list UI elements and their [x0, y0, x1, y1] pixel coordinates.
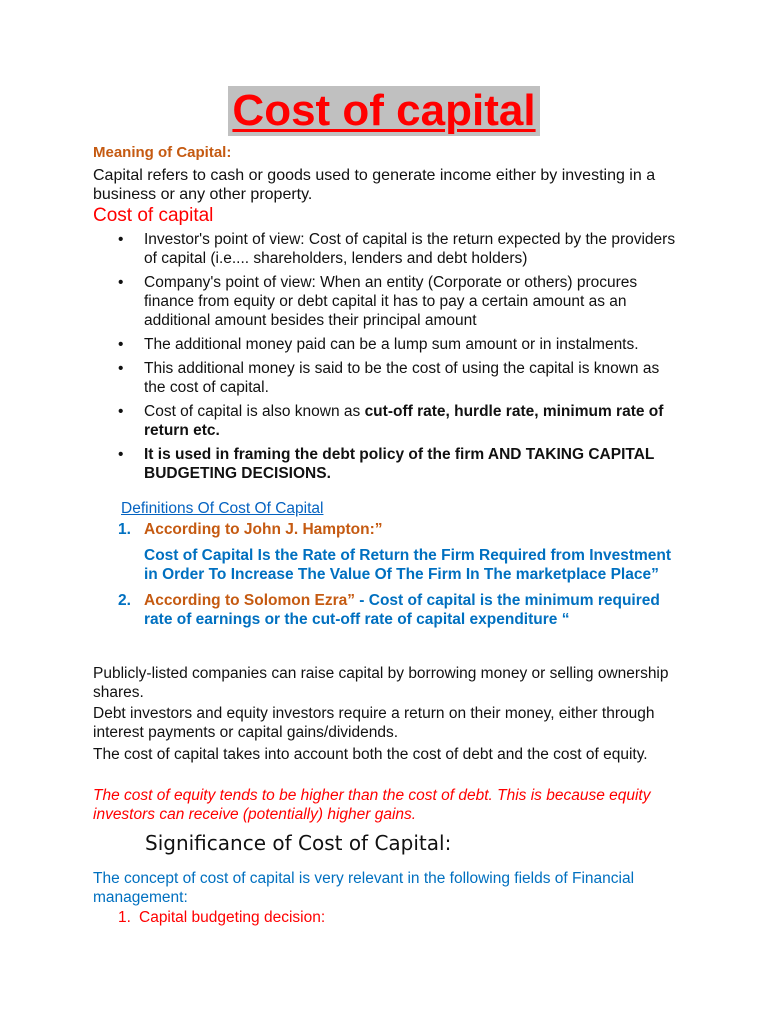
bullet-text: The additional money paid can be a lump sum amount or in instalments.: [144, 336, 639, 354]
bullet-text-bold: It is used in framing the debt policy of the firm AND TAKING CAPITAL BUDGETING DECISIONS.: [144, 445, 655, 482]
bullet-icon: •: [118, 273, 124, 291]
bullet-icon: •: [118, 402, 124, 420]
list-item: [118, 273, 678, 331]
paragraph: Debt investors and equity investors require a return on their money, either through interest payments or capital gains/dividends.: [93, 705, 655, 742]
bullet-text-bold: cut-off rate, hurdle rate, minimum rate of return etc.: [144, 402, 664, 439]
meaning-text: Capital refers to cash or goods used to generate income either by investing in a business or any other property.: [93, 166, 656, 203]
definitions-heading: Definitions Of Cost Of Capital: [121, 500, 324, 517]
list-item: [118, 230, 678, 268]
list-number: 1.: [118, 909, 131, 926]
paragraph: Publicly-listed companies can raise capital by borrowing money or selling ownership shares.: [93, 665, 669, 702]
definitions-list: [118, 520, 678, 630]
page-title: Cost of capital: [228, 86, 539, 136]
cost-of-capital-heading: Cost of capital: [93, 205, 214, 226]
list-item: [118, 335, 678, 354]
meaning-heading: Meaning of Capital:: [93, 144, 232, 161]
bullet-text: Company's point of view: When an entity (Corporate or others) procures finance from equity or debt capital it has to pay a certain amount as an additional amount besides their principal amount: [144, 273, 638, 330]
definition-quote: - Cost of capital is the minimum required rate of earnings or the cut-off rate of capital expenditure “: [144, 591, 660, 628]
significance-intro: The concept of cost of capital is very relevant in the following fields of Financial management:: [93, 870, 635, 907]
bullet-text: This additional money is said to be the cost of using the capital is known as the cost of capital.: [144, 359, 660, 396]
capital-budgeting-item: Capital budgeting decision:: [139, 909, 326, 926]
definition-author: According to John J. Hampton:”: [144, 521, 383, 538]
bullet-text-plain: Cost of capital is also known as: [144, 402, 365, 420]
list-item: [118, 359, 678, 397]
paragraph: The cost of capital takes into account both the cost of debt and the cost of equity.: [93, 746, 648, 763]
list-item: [118, 591, 678, 630]
bullet-icon: •: [118, 445, 124, 463]
list-item: [118, 445, 678, 483]
definition-quote: Cost of Capital Is the Rate of Return the Firm Required from Investment in Order To Increase The Value Of The Firm In The marketplace Place”: [144, 546, 672, 583]
list-item: [118, 402, 678, 440]
list-number: 1.: [118, 521, 131, 538]
list-item: [118, 909, 325, 927]
bullet-icon: •: [118, 336, 124, 354]
bullet-text: Investor's point of view: Cost of capital is the return expected by the providers of capital (i.e.... shareholders, lenders and debt holders): [144, 231, 676, 268]
cost-bullet-list: [118, 230, 678, 487]
list-item: [118, 520, 678, 585]
title-wrapper: [0, 86, 768, 136]
meaning-section: [93, 143, 693, 205]
definition-author: According to Solomon Ezra”: [144, 591, 355, 609]
significance-heading: Significance of Cost of Capital:: [145, 831, 452, 855]
bullet-icon: •: [118, 231, 124, 248]
bullet-icon: •: [118, 359, 124, 377]
note-paragraph: The cost of equity tends to be higher than the cost of debt. This is because equity investors can receive (potentially) higher gains.: [93, 787, 651, 824]
list-number: 2.: [118, 591, 131, 609]
